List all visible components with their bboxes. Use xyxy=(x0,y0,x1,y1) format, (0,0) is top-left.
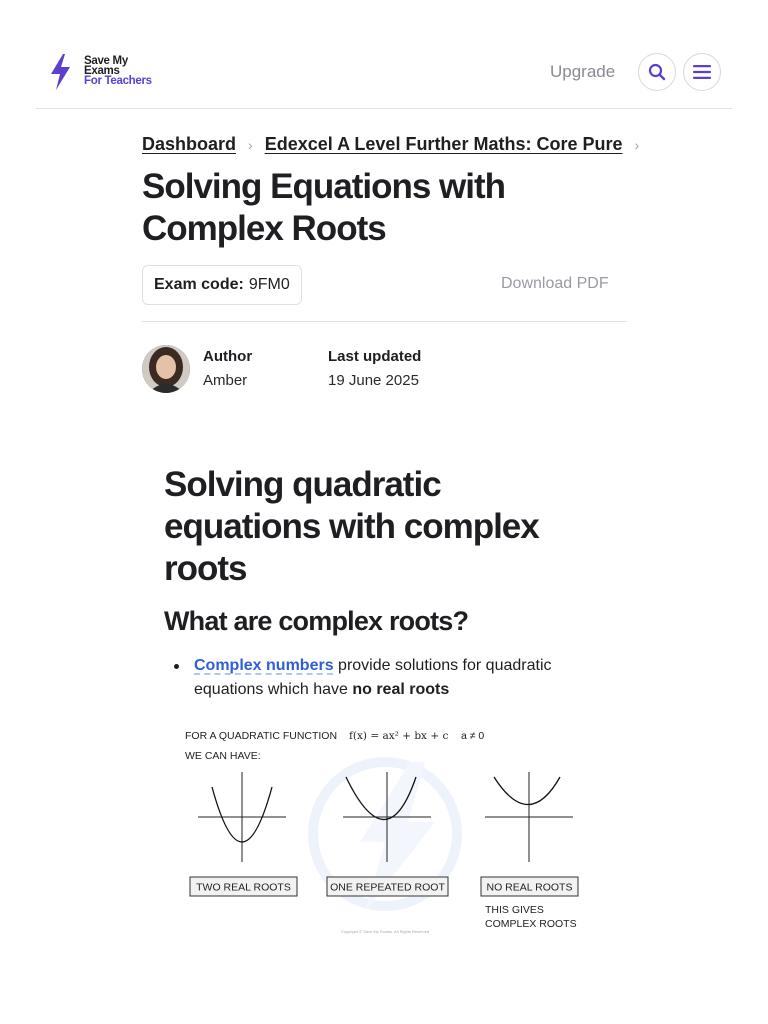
exam-code-value: 9FM0 xyxy=(248,276,290,293)
breadcrumb xyxy=(142,134,651,155)
download-pdf-button[interactable]: Download PDF xyxy=(501,275,609,292)
author-avatar xyxy=(142,345,190,393)
last-updated-value: 19 June 2025 xyxy=(328,372,419,389)
last-updated-label: Last updated xyxy=(328,348,422,365)
author-label: Author xyxy=(203,348,253,365)
graph-no-real-roots xyxy=(485,772,573,862)
bullet-text: provide solutions for quadratic equations which have xyxy=(194,657,552,698)
search-button[interactable] xyxy=(638,53,676,91)
breadcrumb-separator: › xyxy=(248,136,253,153)
graph-two-real-roots xyxy=(198,772,286,862)
list-item xyxy=(176,654,566,702)
figure-formula: f(x) = ax² + bx + c xyxy=(349,730,449,742)
menu-button[interactable] xyxy=(683,53,721,91)
figure-note-line-1: THIS GIVES xyxy=(485,904,544,916)
quadratic-roots-diagram xyxy=(180,722,600,942)
label-two-real-roots: TWO REAL ROOTS xyxy=(196,881,291,894)
subsection-heading: What are complex roots? xyxy=(164,606,469,636)
figure-copyright: Copyright © Save My Exams. All Rights Reserved xyxy=(340,929,430,934)
bullet-bold-text: no real roots xyxy=(352,681,450,698)
upgrade-link[interactable]: Upgrade xyxy=(550,62,616,81)
exam-code-badge xyxy=(142,265,302,305)
breadcrumb-course[interactable]: Edexcel A Level Further Maths: Core Pure xyxy=(264,134,623,154)
lightning-bolt-icon xyxy=(48,54,74,90)
breadcrumb-dashboard[interactable]: Dashboard xyxy=(142,134,237,154)
exam-code-label: Exam code: xyxy=(154,276,244,293)
section-heading: Solving quadratic equations with complex roots xyxy=(164,465,539,588)
complex-numbers-link[interactable]: Complex numbers xyxy=(194,657,334,674)
breadcrumb-separator: › xyxy=(634,136,640,153)
divider xyxy=(142,321,627,322)
figure-note-line-2: COMPLEX ROOTS xyxy=(485,918,577,930)
menu-icon xyxy=(693,65,711,79)
search-icon xyxy=(648,63,666,81)
page-title: Solving Equations with Complex Roots xyxy=(142,167,505,248)
figure-caption-line-2: WE CAN HAVE: xyxy=(185,750,261,762)
figure-condition: a ≠ 0 xyxy=(461,730,485,742)
logo-wordmark: Save My Exams For Teachers xyxy=(84,55,152,87)
site-header xyxy=(36,0,732,109)
logo[interactable] xyxy=(48,54,158,94)
bullet-dot xyxy=(174,664,179,669)
figure-caption-line-1: FOR A QUADRATIC FUNCTION xyxy=(185,730,338,742)
author-name[interactable]: Amber xyxy=(203,372,248,389)
label-one-repeated-root: ONE REPEATED ROOT xyxy=(330,881,445,894)
label-no-real-roots: NO REAL ROOTS xyxy=(486,881,573,894)
